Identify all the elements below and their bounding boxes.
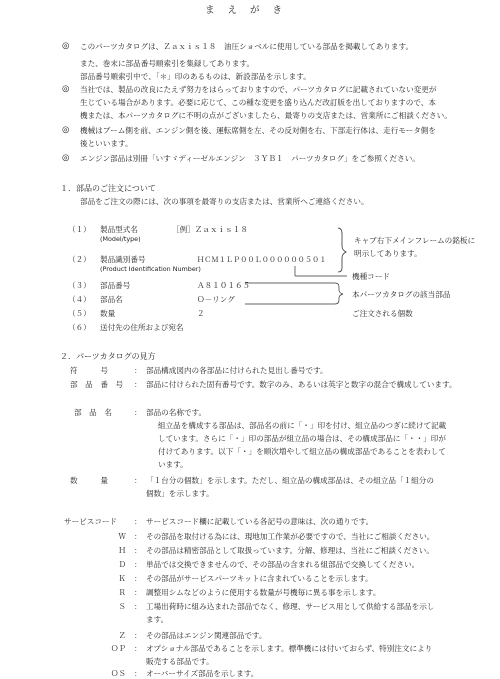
- service-code: Ｋ: [118, 574, 126, 583]
- colon: ：: [134, 644, 142, 653]
- field-desc: 個数」を示します。: [146, 489, 214, 498]
- order-item-value: Ａ８１０１６５: [197, 281, 251, 290]
- service-code-desc: その部品は精密部品として取扱っています。分解、修理は、当社にご相談ください。: [146, 546, 434, 555]
- service-code: Ｈ: [118, 546, 126, 555]
- bullet-mark: ◎: [62, 41, 70, 51]
- order-instruction: 部品をご注文の際には、次の事項を最寄りの支店または、営業所へご連絡ください。: [80, 197, 369, 206]
- service-code-desc: その部品がサービスパーツキットに含まれていることを示します。: [146, 574, 373, 583]
- intro-line: 機または、本パーツカタログに不明の点がございましたら、最寄りの支店または、営業所にご相談ください。: [80, 111, 452, 120]
- order-item-no: （５）: [68, 309, 91, 318]
- intro-line: このパーツカタログは、Ｚａｘｉｓ１８ 油圧ショベルに使用している部品を掲載してあります。: [80, 42, 414, 51]
- service-code: Ｗ: [118, 532, 126, 541]
- order-item-label: 部品番号: [100, 281, 131, 290]
- colon: ：: [134, 560, 142, 569]
- page-title: まえがき: [204, 5, 295, 16]
- colon: ：: [134, 631, 142, 640]
- colon: ：: [134, 380, 142, 389]
- order-item-label: 送付先の住所および宛名: [100, 323, 184, 332]
- service-code-desc: ます。: [146, 615, 169, 624]
- order-item-no: （６）: [68, 323, 91, 332]
- order-item-no: （１）: [68, 225, 91, 234]
- colon: ：: [134, 408, 142, 417]
- service-code: ＯＰ: [110, 644, 126, 653]
- order-item-value: ＨＣＭ１ＬＰ００Ｌ００００００５０１: [197, 255, 327, 264]
- part-note: 本パーツカタログの該当部品: [352, 290, 451, 299]
- order-item-value: Ｏ－リング: [197, 295, 235, 304]
- order-item-label: 数量: [100, 309, 116, 318]
- colon: ：: [134, 546, 142, 555]
- service-code-desc: オプショナル部品であることを示します。標準機には付いておらず、特別注文により: [146, 644, 433, 653]
- field-label-quantity: 数 量: [70, 476, 108, 485]
- service-code-desc: その部品を取付ける為には、現地加工作業が必要ですので、当社にご相談ください。: [146, 532, 435, 541]
- intro-line: また、巻末に部品番号順索引を集録してあります。: [80, 59, 255, 68]
- colon: ：: [134, 517, 142, 526]
- field-desc: 部品の名称です。: [146, 408, 207, 417]
- bullet-mark: ◎: [62, 84, 70, 94]
- order-item-no: （４）: [68, 295, 91, 304]
- intro-line: 当社では、製品の改良にたえず努力をはらっておりますので、パーツカタログに記載されていない変更が: [80, 85, 437, 94]
- service-code-desc: 調整用シムなどのように使用する数量が号機毎に異る事を示します。: [146, 588, 381, 597]
- colon: ：: [134, 588, 142, 597]
- section-heading-catalog: ２．パーツカタログの見方: [60, 352, 156, 361]
- service-code: Ｄ: [118, 560, 126, 569]
- field-desc: しています。さらに「・」印の部品が組立品の場合は、その構成部品に「・・」印が: [158, 434, 446, 443]
- service-code: Ｓ: [118, 602, 126, 611]
- intro-line: エンジン部品は別冊「いすゞディーゼルエンジン ３ＹＢ１ パーツカタログ」をご参照ください。: [80, 154, 420, 163]
- intro-line: 生じている場合があります。必要に応じて、この種な変更を盛り込んだ改訂版を出しておりますので、本: [80, 98, 436, 107]
- bullet-mark: ◎: [62, 153, 70, 163]
- section-heading-order: １．部品のご注文について: [60, 184, 156, 193]
- field-label-part-name: 部 品 名: [74, 408, 112, 417]
- order-item-no: （３）: [68, 281, 91, 290]
- order-item-label: 製品識別番号: [100, 255, 146, 264]
- service-code: Ｚ: [118, 631, 126, 640]
- service-code-desc: 販売する部品です。: [146, 657, 214, 666]
- colon: ：: [134, 532, 142, 541]
- service-code-desc: その部品はエンジン関連部品です。: [146, 631, 267, 640]
- machine-code-note: 機種コード: [352, 272, 390, 281]
- service-code: Ｒ: [118, 588, 126, 597]
- colon: ：: [134, 574, 142, 583]
- model-plate-note: キャブ右下メインフレームの銘板に: [354, 236, 476, 245]
- service-code: ＯＳ: [110, 669, 126, 678]
- colon: ：: [134, 669, 142, 678]
- order-item-sublabel: (Product Identification Number): [100, 265, 201, 273]
- order-item-sublabel: (Model/type): [100, 235, 141, 243]
- service-code-desc: 工場出荷時に組み込まれた部品でなく、修理、サービス用として供給する部品を示し: [146, 602, 435, 611]
- field-desc: 部品に付けられた固有番号です。数字のみ、あるいは英字と数字の混合で構成しています。: [146, 380, 457, 389]
- colon: ：: [134, 366, 142, 375]
- intro-line: 部品番号順索引中で、「＊」印のあるものは、新設部品を示します。: [80, 72, 311, 81]
- intro-line: 後といいます。: [80, 139, 133, 148]
- order-item-label: 部品名: [100, 295, 123, 304]
- field-label-service-code: サービスコード: [64, 517, 118, 526]
- field-desc: 組立品を構成する部品は、部品名の前に「・」印を付け、組立品のつぎに続けて記載: [158, 421, 447, 430]
- intro-line: 機械はブーム側を前、エンジン側を後、運転席側を左、その反対側を右、下部走行体は、走行モータ側を: [80, 126, 436, 135]
- service-code-desc: 単品では交換できませんので、その部品の含まれる組部品で交換してください。: [146, 560, 420, 569]
- order-item-no: （２）: [68, 255, 91, 264]
- quantity-note: ご注文される個数: [352, 309, 413, 318]
- field-desc: います。: [158, 460, 188, 469]
- colon: ：: [134, 476, 142, 485]
- field-label-part-number: 部 品 番 号: [70, 380, 124, 389]
- order-item-value: ２: [197, 309, 205, 318]
- service-intro: サービスコード欄に記載している各記号の意味は、次の通りです。: [146, 517, 374, 526]
- colon: ：: [134, 602, 142, 611]
- bullet-mark: ◎: [62, 125, 70, 135]
- service-code-desc: オーバーサイズ部品を示します。: [146, 669, 259, 678]
- field-desc: 部品構成図内の各部品に付けられた見出し番号です。: [146, 366, 328, 375]
- order-item-value: ［例］Ｚａｘｉｓ１８: [172, 225, 248, 234]
- field-desc: 「１台分の個数」を示します。ただし、組立品の構成部品は、その組立品「１組分の: [146, 476, 434, 485]
- model-plate-note: 明示してあります。: [354, 249, 422, 258]
- field-label-symbol: 符 号: [70, 366, 108, 375]
- order-item-label: 製品型式名: [100, 225, 138, 234]
- field-desc: 付けてあります。以下「・」を順次増やして組立品の構成部品であることを表わして: [158, 447, 446, 456]
